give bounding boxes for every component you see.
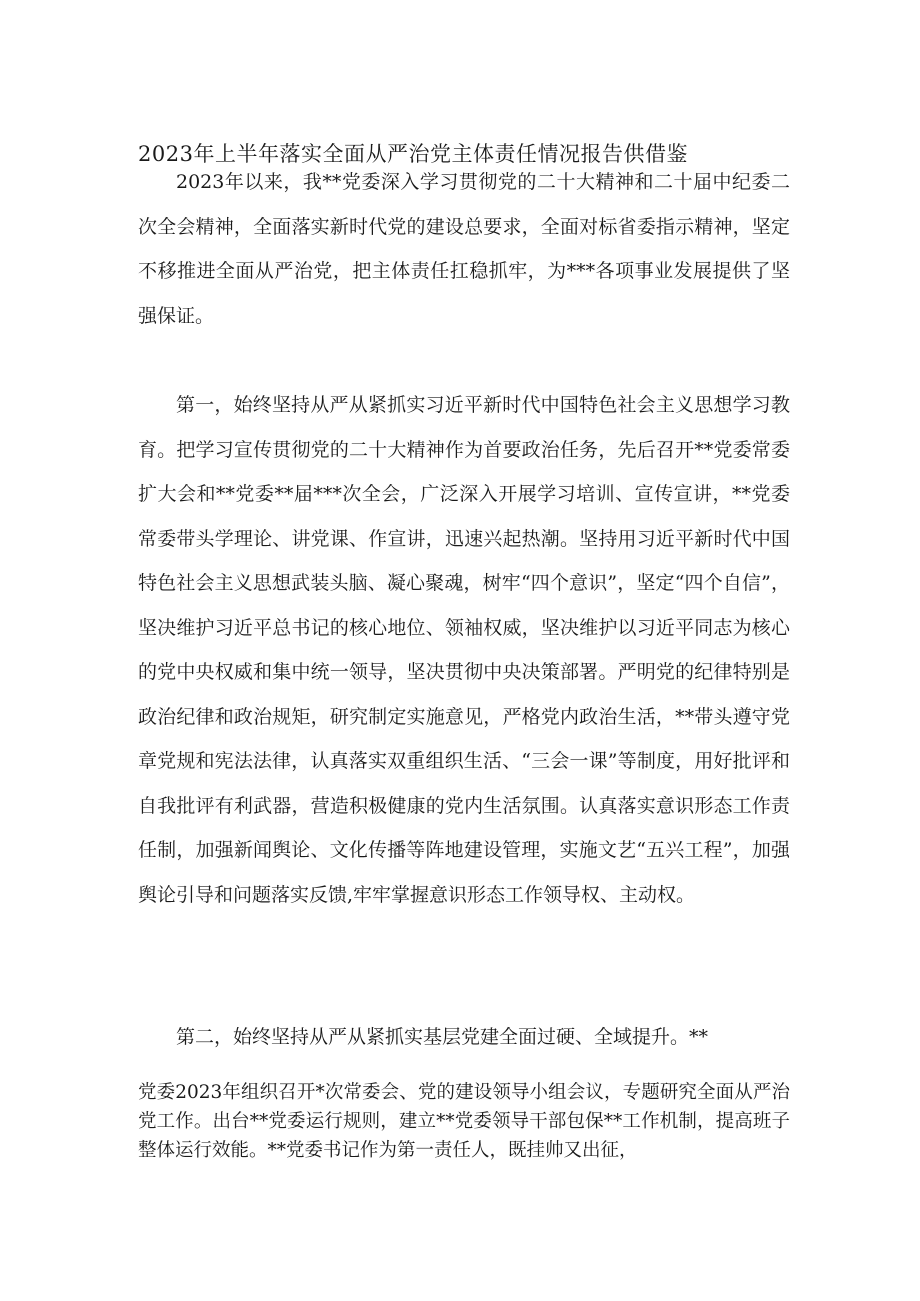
paragraph-intro: 2023年以来，我**党委深入学习贯彻党的二十大精神和二十届中纪委二次全会精神，全面落实新时代党的建设总要求，全面对标省委指示精神，坚定不移推进全面从严治党，把主体责任扛稳抓牢，为***各项事业发展提供了坚强保证。 xyxy=(138,171,790,327)
paragraph-second-lead: 第二，始终坚持从严从紧抓实基层党建全面过硬、全域提升。** xyxy=(176,1026,709,1048)
document-title: 2023年上半年落实全面从严治党主体责任情况报告供借鉴 xyxy=(138,142,688,166)
paragraph-first: 第一，始终坚持从严从紧抓实习近平新时代中国特色社会主义思想学习教育。把学习宣传贯彻党的二十大精神作为首要政治任务，先后召开**党委常委扩大会和**党委**届***次全会，广泛深入开展学习培训、宣传宣讲，**党委常委带头学理论、讲党课、作宣讲，迅速兴起热潮。坚持用习近平新时代中国特色社会主义思想武装头脑、凝心聚魂，树牢“四个意识”，坚定“四个自信”，坚决维护习近平总书记的核心地位、领袖权威，坚决维护以习近平同志为核心的党中央权威和集中统一领导，坚决贯彻中央决策部署。严明党的纪律特别是政治纪律和政治规矩，研究制定实施意见，严格党内政治生活，**带头遵守党章党规和宪法法律，认真落实双重组织生活、“三会一课”等制度，用好批评和自我批评有利武器，营造积极健康的党内生活氛围。认真落实意识形态工作责任制，加强新闻舆论、文化传播等阵地建设管理，实施文艺“五兴工程”，加强舆论引导和问题落实反馈,牢牢掌握意识形态工作领导权、主动权。 xyxy=(138,394,790,906)
paragraph-second-body: 党委2023年组织召开*次常委会、党的建设领导小组会议，专题研究全面从严治党工作。出台**党委运行规则，建立**党委领导干部包保**工作机制，提高班子整体运行效能。**党委书记作为第一责任人，既挂帅又出征， xyxy=(138,1082,790,1161)
